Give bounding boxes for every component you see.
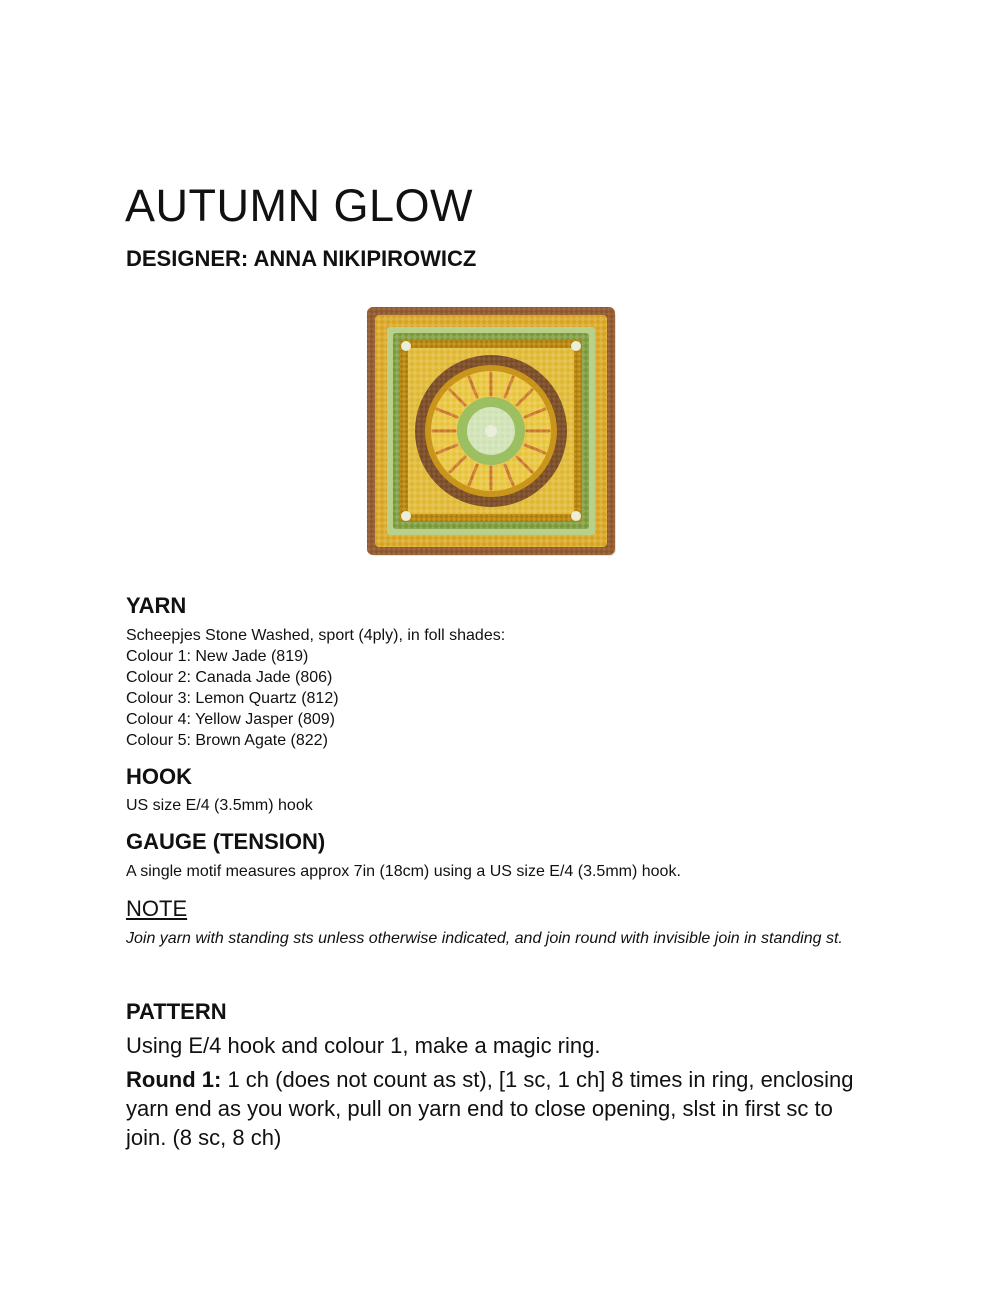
designer-credit: DESIGNER: ANNA NIKIPIROWICZ [126, 246, 477, 271]
hook-text: US size E/4 (3.5mm) hook [126, 797, 313, 814]
gauge-text: A single motif measures approx 7in (18cm) using a US size E/4 (3.5mm) hook. [126, 863, 681, 880]
pattern-round-1 [126, 1065, 866, 1152]
note-heading: NOTE [126, 896, 188, 921]
yarn-colour-2: Colour 2: Canada Jade (806) [126, 669, 333, 686]
yarn-colour-4: Colour 4: Yellow Jasper (809) [126, 711, 336, 728]
yarn-colour-5: Colour 5: Brown Agate (822) [126, 732, 328, 749]
round-1-text: 1 ch (does not count as st), [1 sc, 1 ch] 8 times in ring, enclosing yarn end as you work, pull on yarn end to close opening, slst in first sc to join. (8 sc, 8 ch) [126, 1067, 854, 1150]
yarn-details [126, 625, 505, 751]
gauge-heading: GAUGE (TENSION) [126, 829, 326, 854]
yarn-colour-3: Colour 3: Lemon Quartz (812) [126, 690, 339, 707]
crochet-square-image [364, 304, 620, 560]
pattern-heading: PATTERN [126, 999, 227, 1024]
yarn-colour-1: Colour 1: New Jade (819) [126, 648, 309, 665]
pattern-title: AUTUMN GLOW [125, 180, 473, 231]
pattern-intro: Using E/4 hook and colour 1, make a magic ring. [126, 1033, 601, 1058]
yarn-heading: YARN [126, 593, 187, 618]
yarn-intro: Scheepjes Stone Washed, sport (4ply), in foll shades: [126, 627, 506, 644]
hook-heading: HOOK [126, 764, 192, 789]
round-1-label: Round 1: [126, 1067, 222, 1092]
note-text: Join yarn with standing sts unless otherwise indicated, and join round with invisible join in standing st. [126, 930, 843, 947]
